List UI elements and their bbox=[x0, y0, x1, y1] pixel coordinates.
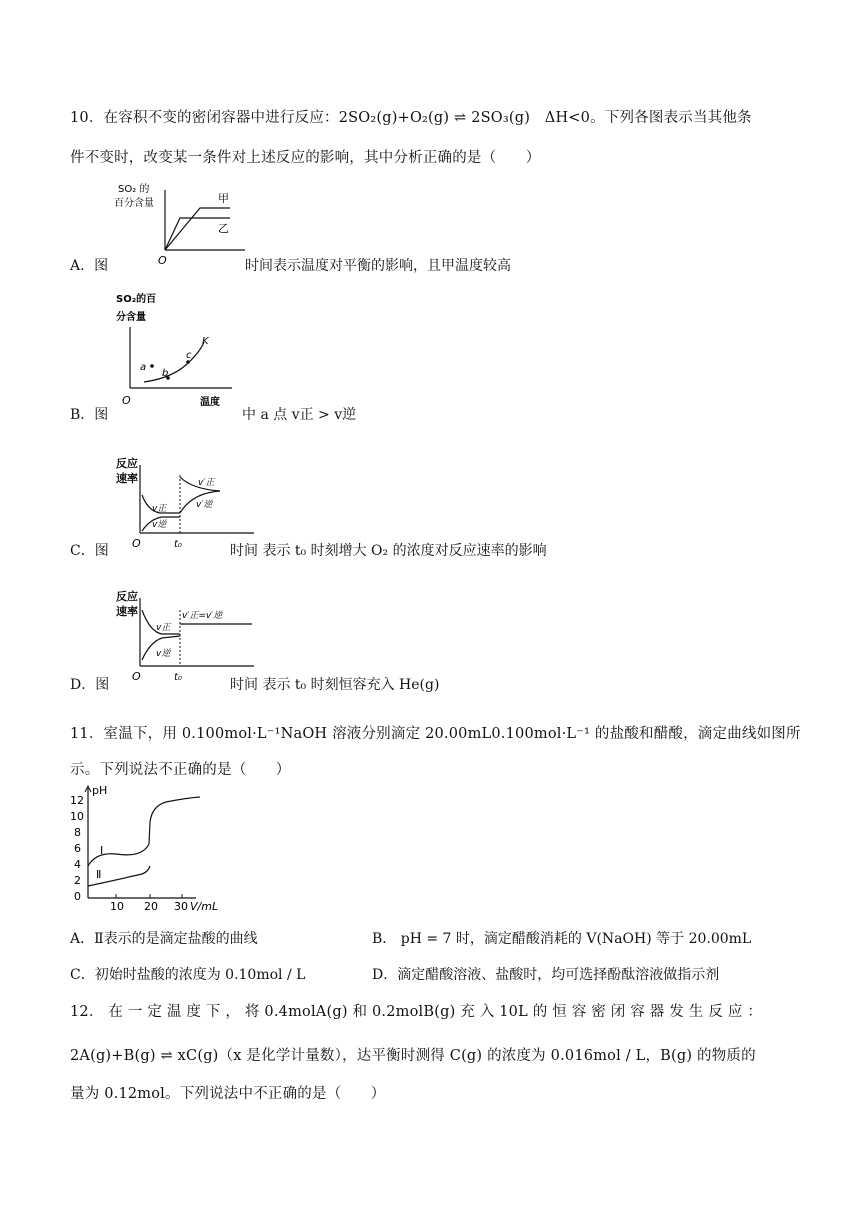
svg-text:K: K bbox=[202, 336, 209, 347]
fig-a-series1: 甲 bbox=[218, 192, 229, 205]
svg-text:4: 4 bbox=[74, 858, 81, 871]
q10-stem-line1: 10．在容积不变的密闭容器中进行反应：2SO₂(g)+O₂(g) ⇌ 2SO₃(g) ΔH<0。下列各图表示当其他条 bbox=[70, 110, 752, 126]
svg-text:分含量: 分含量 bbox=[116, 312, 146, 323]
svg-text:a: a bbox=[140, 362, 147, 373]
q12-stem-line3: 量为 0.12mol。下列说法中不正确的是（ ） bbox=[70, 1086, 386, 1102]
q10-option-c-text: 时间 表示 t₀ 时刻增大 O₂ 的浓度对反应速率的影响 bbox=[230, 543, 547, 559]
svg-text:v′正: v′正 bbox=[198, 478, 215, 488]
svg-text:O: O bbox=[132, 537, 141, 550]
svg-text:温度: 温度 bbox=[200, 397, 220, 407]
svg-text:10: 10 bbox=[110, 900, 124, 913]
svg-text:Ⅱ: Ⅱ bbox=[96, 868, 102, 881]
svg-text:c: c bbox=[186, 350, 192, 361]
svg-text:O: O bbox=[158, 254, 167, 267]
svg-text:2: 2 bbox=[74, 874, 81, 887]
q11-option-c: C．初始时盐酸的浓度为 0.10mol / L bbox=[70, 967, 306, 983]
q10-figure-a bbox=[110, 180, 250, 274]
fig-a-ylabel1: SO₂ 的 bbox=[118, 184, 150, 195]
q11-option-b: B． pH = 7 时，滴定醋酸消耗的 V(NaOH) 等于 20.00mL bbox=[372, 931, 752, 947]
svg-text:v′逆: v′逆 bbox=[196, 500, 213, 510]
q10-option-a-prefix: A．图 bbox=[70, 258, 109, 274]
svg-text:8: 8 bbox=[74, 826, 81, 839]
svg-text:v正: v正 bbox=[156, 623, 171, 633]
svg-text:12: 12 bbox=[70, 794, 84, 807]
q11-option-d: D．滴定醋酸溶液、盐酸时，均可选择酚酞溶液做指示剂 bbox=[372, 967, 720, 983]
q11-figure bbox=[66, 782, 241, 921]
svg-text:6: 6 bbox=[74, 842, 81, 855]
svg-text:O: O bbox=[132, 670, 141, 683]
fig-a-ylabel2: 百分含量 bbox=[114, 198, 154, 209]
svg-text:SO₂的百: SO₂的百 bbox=[116, 294, 157, 305]
q11-curve-i bbox=[88, 797, 200, 866]
q10-stem-line2: 件不变时，改变某一条件对上述反应的影响，其中分析正确的是（ ） bbox=[70, 150, 541, 166]
svg-text:t₀: t₀ bbox=[174, 672, 182, 683]
fig-b-curve bbox=[144, 342, 204, 382]
svg-text:b: b bbox=[162, 368, 169, 379]
q11-stem-line2: 示。下列说法不正确的是（ ） bbox=[70, 762, 291, 778]
svg-text:I: I bbox=[100, 844, 104, 857]
q10-option-d-prefix: D．图 bbox=[70, 677, 110, 693]
svg-text:v正: v正 bbox=[152, 504, 167, 514]
svg-text:V/mL: V/mL bbox=[190, 900, 219, 913]
svg-text:10: 10 bbox=[70, 810, 84, 823]
q10-figure-b bbox=[112, 292, 242, 411]
q12-stem-line1: 12． 在 一 定 温 度 下 ， 将 0.4molA(g) 和 0.2molB(g) 充 入 10L 的 恒 容 密 闭 容 器 发 生 反 应 ： bbox=[70, 1004, 763, 1020]
svg-text:30: 30 bbox=[174, 900, 188, 913]
svg-text:v逆: v逆 bbox=[152, 520, 167, 530]
q10-option-b-prefix: B．图 bbox=[70, 407, 109, 423]
svg-text:0: 0 bbox=[74, 890, 81, 903]
svg-text:反应: 反应 bbox=[116, 590, 138, 603]
q11-option-a: A．Ⅱ表示的是滴定盐酸的曲线 bbox=[70, 931, 258, 947]
svg-text:速率: 速率 bbox=[116, 605, 138, 618]
fig-a-series2: 乙 bbox=[218, 222, 229, 235]
q11-ylabel: pH bbox=[92, 784, 108, 797]
q12-stem-line2: 2A(g)+B(g) ⇌ xC(g)（x 是化学计量数），达平衡时测得 C(g) 的浓度为 0.016mol / L，B(g) 的物质的 bbox=[70, 1048, 756, 1064]
svg-text:v′正=v′逆: v′正=v′逆 bbox=[182, 611, 223, 621]
q10-option-c-prefix: C．图 bbox=[70, 543, 109, 559]
svg-text:速率: 速率 bbox=[116, 472, 138, 485]
svg-text:t₀: t₀ bbox=[174, 539, 182, 550]
q11-stem-line1: 11．室温下，用 0.100mol·L⁻¹NaOH 溶液分别滴定 20.00mL0.100mol·L⁻¹ 的盐酸和醋酸，滴定曲线如图所 bbox=[70, 726, 801, 742]
q10-option-b-text: 中 a 点 v正 > v逆 bbox=[242, 407, 357, 423]
q10-option-d-text: 时间 表示 t₀ 时刻恒容充入 He(g) bbox=[230, 677, 440, 693]
svg-text:20: 20 bbox=[144, 900, 158, 913]
svg-text:O: O bbox=[122, 394, 131, 407]
svg-text:v逆: v逆 bbox=[156, 649, 171, 659]
svg-text:反应: 反应 bbox=[116, 457, 138, 470]
q10-option-a-text: 时间表示温度对平衡的影响，且甲温度较高 bbox=[245, 258, 511, 274]
